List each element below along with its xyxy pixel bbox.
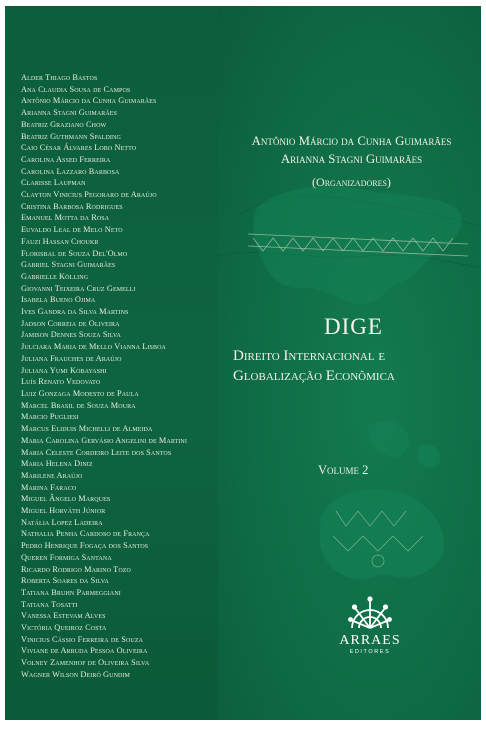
author-name: Luís Renato Vedovato xyxy=(21,377,101,387)
southeast-asia-islands xyxy=(368,421,440,468)
book-cover xyxy=(5,6,481,720)
author-name: Miguel Ângelo Marques xyxy=(21,494,111,504)
author-name: Tatiana Tosatti xyxy=(21,599,78,609)
author-name: Maria Celeste Cordeiro Leite dos Santos xyxy=(21,447,172,457)
organizers-block xyxy=(222,132,481,191)
book-subtitle-line2: Globalização Econômica xyxy=(233,368,395,384)
title-block xyxy=(231,314,476,386)
author-name: Euvaldo Leal de Melo Neto xyxy=(21,225,123,235)
author-name: Ricardo Rodrigo Marino Tozo xyxy=(21,564,131,574)
author-name: Maria Helena Diniz xyxy=(21,459,93,469)
volume-label: Volume 2 xyxy=(318,463,369,477)
author-name: Gabriel Stagni Guimarães xyxy=(21,260,116,270)
book-subtitle-line1: Direito Internacional e xyxy=(233,348,386,364)
author-name: Marcel Brasil de Souza Moura xyxy=(21,400,136,410)
author-name: Clarisse Laupman xyxy=(21,178,86,188)
author-name: Carolina Lazzaro Barbosa xyxy=(21,166,120,176)
author-name: Jadson Correia de Oliveira xyxy=(21,318,120,328)
book-title: DIGE xyxy=(324,314,383,339)
author-name: Florisbal de Souza Del'Olmo xyxy=(21,248,128,258)
ship-wheel-icon xyxy=(347,594,393,632)
author-name: Luiz Gonzaga Modesto de Paula xyxy=(21,388,139,398)
author-name: Ana Claudia Sousa de Campos xyxy=(21,84,131,94)
author-name: Antônio Márcio da Cunha Guimarães xyxy=(21,96,157,106)
author-name: Victória Queiroz Costa xyxy=(21,623,107,633)
author-name: Beatriz Guthmann Spalding xyxy=(21,131,121,141)
organizer-name-2: Arianna Stagni Guimarães xyxy=(280,152,423,166)
author-name: Viviane de Arruda Pessoa Oliveira xyxy=(21,646,148,656)
author-name: Vanessa Estevam Alves xyxy=(21,611,106,621)
author-name: Wagner Wilson Deiró Gundim xyxy=(21,669,130,679)
author-name: Julciara Maria de Mello Vianna Lisboa xyxy=(21,342,166,352)
author-name: Cristina Barbosa Rodrigues xyxy=(21,201,123,211)
publisher-logo xyxy=(335,594,405,656)
asia-landmass xyxy=(253,186,461,304)
organizers-role: (Organizadores) xyxy=(312,175,391,189)
author-name: Isabela Bueno Ojima xyxy=(21,295,96,305)
author-name: Roberta Soares da Silva xyxy=(21,576,109,586)
author-name: Emanuel Motta da Rosa xyxy=(21,213,110,223)
author-name: Caio César Álvares Lobo Netto xyxy=(21,143,137,153)
author-name: Marcio Pugliesi xyxy=(21,412,79,422)
author-name: Vinicius Cássio Ferreira de Souza xyxy=(21,634,144,644)
author-name: Natália Lopez Ladeira xyxy=(21,517,103,527)
author-name: Marina Faraco xyxy=(21,482,77,492)
author-name: Giovanni Teixeira Cruz Gemelli xyxy=(21,283,136,293)
author-name: Carolina Assed Ferreira xyxy=(21,154,111,164)
author-name: Fauzi Hassan Choukr xyxy=(21,236,99,246)
author-name: Gabrielle Kölling xyxy=(21,271,89,281)
author-name: Tatiana Bruhn Parmeggiani xyxy=(21,587,121,597)
author-list xyxy=(21,72,216,681)
author-name: Marilene Araújo xyxy=(21,470,83,480)
author-name: Alder Thiago Bastos xyxy=(21,73,98,82)
author-name: Marcus Eliduis Michelli de Almeida xyxy=(21,424,153,434)
author-name: Nathalia Penha Cardoso de França xyxy=(21,529,150,539)
author-name: Clayton Vinicius Pegoraro de Araújo xyxy=(21,190,157,200)
publisher-subtitle: EDITORES xyxy=(349,649,391,655)
author-name: Maria Carolina Gervásio Angelini de Martini xyxy=(21,435,187,445)
publisher-name: ARRAES xyxy=(339,633,401,648)
author-panel xyxy=(5,6,218,720)
author-name: Volney Zamenhof de Oliveira Silva xyxy=(21,658,150,668)
author-name: Juliana Frauches de Araújo xyxy=(21,353,122,363)
author-name: Arianna Stagni Guimarães xyxy=(21,108,117,118)
author-name: Queren Formiga Santana xyxy=(21,552,112,562)
author-name: Juliana Yumi Kobayashi xyxy=(21,365,107,375)
author-name: Ives Gandra da Silva Martins xyxy=(21,307,129,317)
organizer-name-1: Antônio Márcio da Cunha Guimarães xyxy=(251,134,452,148)
author-name: Beatriz Graziano Chow xyxy=(21,119,107,129)
author-name: Miguel Horváth Júnior xyxy=(21,506,106,516)
author-name: Pedro Henrique Fogaça dos Santos xyxy=(21,541,149,551)
author-name: Jamison Dennes Souza Silva xyxy=(21,330,121,340)
